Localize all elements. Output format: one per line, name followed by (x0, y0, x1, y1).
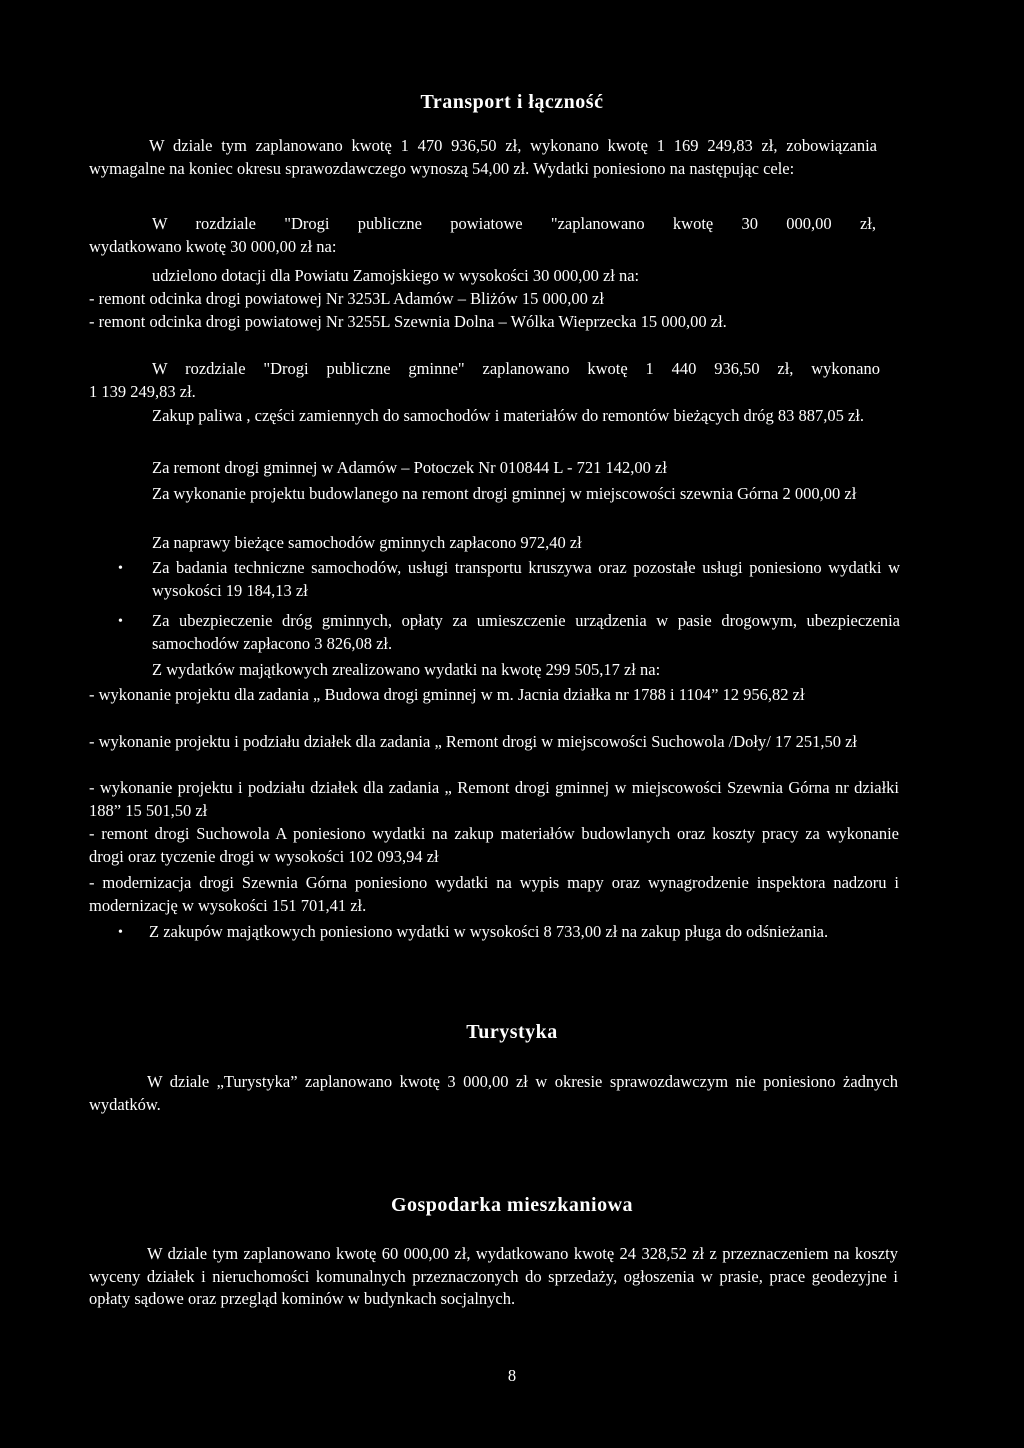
gminne-line-1: W rozdziale "Drogi publiczne gminne" zaplanowano kwotę 1 440 936,50 zł, wykonano (152, 359, 880, 378)
bullet-icon: • (118, 925, 123, 940)
turystyka-text: W dziale „Turystyka” zaplanowano kwotę 3 000,00 zł w okresie sprawozdawczym nie poniesiono żadnych wydatków. (89, 1072, 898, 1114)
remont-gminny-item: Za remont drogi gminnej w Adamów – Potoczek Nr 010844 L - 721 142,00 zł (152, 458, 667, 477)
paliwo-item: Zakup paliwa , części zamiennych do samochodów i materiałów do remontów bieżących dróg 83 887,05 zł. (152, 406, 865, 425)
majatkowe-item-3: - wykonanie projektu i podziału działek dla zadania „ Remont drogi gminnej w miejscowości Szewnia Górna nr działki 188” 15 501,50 zł (89, 778, 899, 820)
majatkowe-item-1: - wykonanie projektu dla zadania „ Budowa drogi gminnej w m. Jacnia działka nr 1788 i 1104” 12 956,82 zł (89, 685, 805, 704)
remont-powiat-2: - remont odcinka drogi powiatowej Nr 3255L Szewnia Dolna – Wólka Wieprzecka 15 000,00 zł. (89, 312, 727, 331)
bullet-icon: • (118, 561, 123, 576)
bullet-icon: • (118, 614, 123, 629)
section-heading-gospodarka: Gospodarka mieszkaniowa (390, 1194, 634, 1216)
majatkowe-item-5: - modernizacja drogi Szewnia Górna poniesiono wydatki na wypis mapy oraz wynagrodzenie inspektora nadzoru i modernizację w wysokości 151 701,41 zł. (89, 873, 899, 915)
powiat-line-1: W rozdziale "Drogi publiczne powiatowe "zaplanowano kwotę 30 000,00 zł, (152, 214, 876, 233)
powiat-line-2: wydatkowano kwotę 30 000,00 zł na: (89, 237, 337, 256)
section-heading-turystyka: Turystyka (466, 1021, 558, 1043)
section-heading-transport: Transport i łączność (420, 91, 604, 113)
naprawy-item: Za naprawy bieżące samochodów gminnych zapłacono 972,40 zł (152, 533, 582, 552)
majatkowe-item-2: - wykonanie projektu i podziału działek dla zadania „ Remont drogi w miejscowości Suchowola /Doły/ 17 251,50 zł (89, 732, 857, 751)
transport-intro: W dziale tym zaplanowano kwotę 1 470 936,50 zł, wykonano kwotę 1 169 249,83 zł, zobowiązania wymagalne na koniec okresu sprawozdawczego wynoszą 54,00 zł. Wydatki poniesiono na następując cele: (89, 136, 877, 178)
ubezpieczenie-item: Za ubezpieczenie dróg gminnych, opłaty za umieszczenie urządzenia w pasie drogowym, ubezpieczenia samochodów zapłacono 3 826,08 zł. (152, 611, 900, 653)
remont-powiat-1: - remont odcinka drogi powiatowej Nr 3253L Adamów – Bliżów 15 000,00 zł (89, 289, 604, 308)
dotacja-line: udzielono dotacji dla Powiatu Zamojskiego w wysokości 30 000,00 zł na: (152, 266, 640, 285)
gminne-line-2: 1 139 249,83 zł. (89, 382, 196, 401)
page-number: 8 (507, 1366, 517, 1385)
plug-item: Z zakupów majątkowych poniesiono wydatki w wysokości 8 733,00 zł na zakup pługa do odśnieżania. (149, 922, 829, 941)
gospodarka-text: W dziale tym zaplanowano kwotę 60 000,00 zł, wydatkowano kwotę 24 328,52 zł z przeznaczeniem na koszty wyceny działek i nieruchomości komunalnych przeznaczonych do sprzedaży, ogłoszenia w prasie, prace geodezyjne i opłaty sądowe oraz przegląd kominów w budynkach socjalnych. (89, 1244, 898, 1309)
majatkowe-intro: Z wydatków majątkowych zrealizowano wydatki na kwotę 299 505,17 zł na: (152, 660, 661, 679)
badania-item: Za badania techniczne samochodów, usługi transportu kruszywa oraz pozostałe usługi poniesiono wydatki w wysokości 19 184,13 zł (152, 558, 900, 600)
projekt-item: Za wykonanie projektu budowlanego na remont drogi gminnej w miejscowości szewnia Górna 2 000,00 zł (152, 484, 857, 503)
majatkowe-item-4: - remont drogi Suchowola A poniesiono wydatki na zakup materiałów budowlanych oraz koszty pracy za wykonanie drogi oraz tyczenie drogi w wysokości 102 093,94 zł (89, 824, 899, 866)
